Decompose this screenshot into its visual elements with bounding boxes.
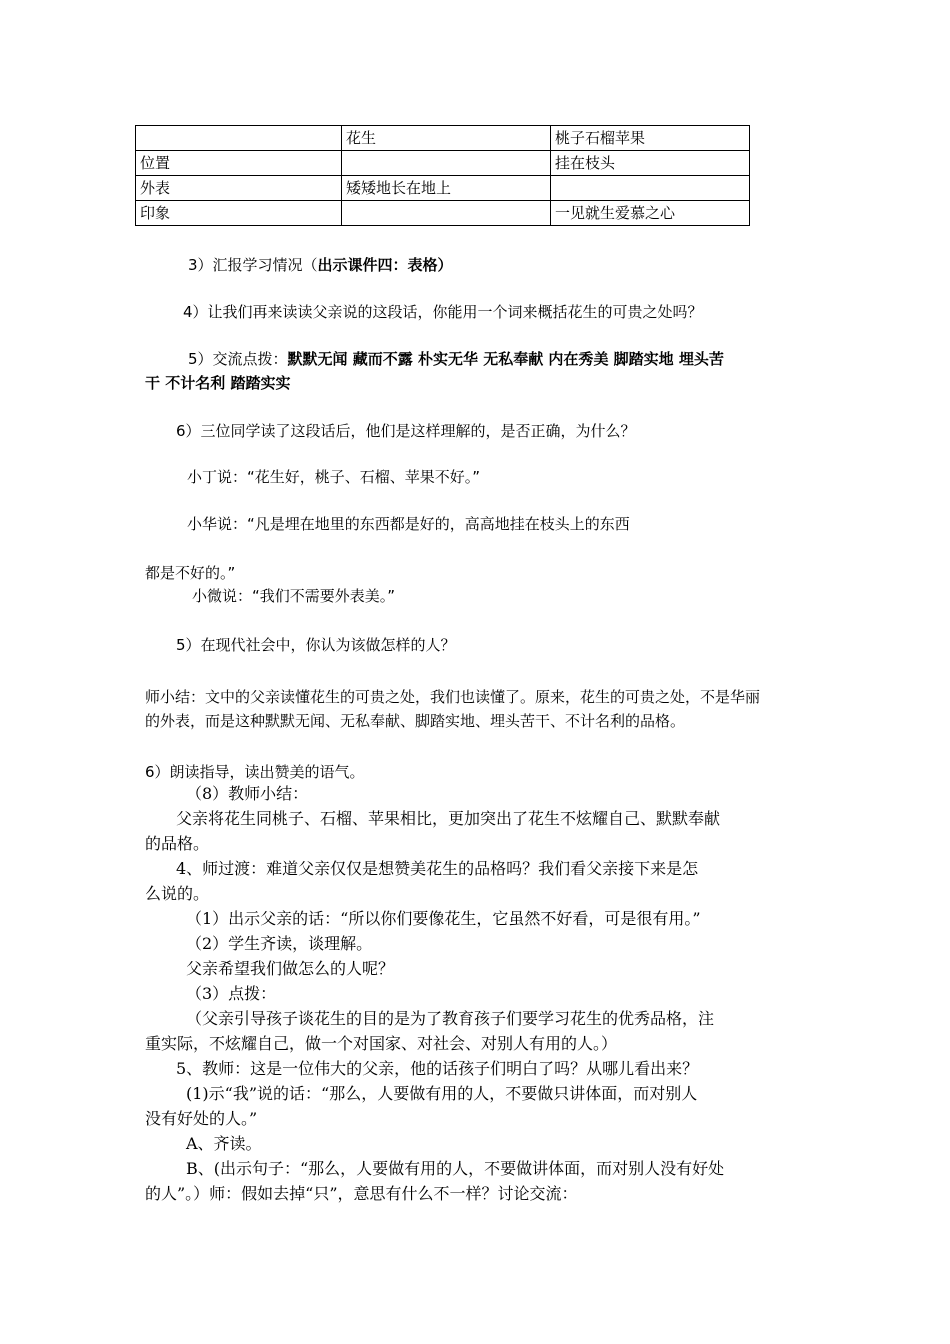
table-row xyxy=(136,176,750,201)
line-text: 3）汇报学习情况（ xyxy=(188,256,318,274)
table-cell: 矮矮地长在地上 xyxy=(342,176,551,201)
paragraph-line: A、齐读。 xyxy=(186,1134,262,1153)
paragraph-line: 的人”。）师：假如去掉“只”，意思有什么不一样？讨论交流： xyxy=(145,1184,578,1203)
table-cell: 桃子石榴苹果 xyxy=(551,126,750,151)
table-cell: 一见就生爱慕之心 xyxy=(551,201,750,226)
paragraph-line: （2）学生齐读，谈理解。 xyxy=(186,934,373,953)
table-cell: 印象 xyxy=(136,201,342,226)
paragraph-line: 6）三位同学读了这段话后，他们是这样理解的，是否正确，为什么？ xyxy=(176,422,636,440)
table-cell xyxy=(136,126,342,151)
paragraph-line: 父亲希望我们做怎么的人呢？ xyxy=(186,959,395,978)
table-cell: 挂在枝头 xyxy=(551,151,750,176)
paragraph-line: 小丁说：“花生好，桃子、石榴、苹果不好。” xyxy=(187,468,481,486)
table-cell: 花生 xyxy=(342,126,551,151)
paragraph-line xyxy=(188,254,453,276)
paragraph-line: 5、教师：这是一位伟大的父亲，他的话孩子们明白了吗？从哪儿看出来？ xyxy=(176,1059,699,1078)
paragraph-line xyxy=(188,348,724,370)
table-cell xyxy=(342,151,551,176)
paragraph-line: 小微说：“我们不需要外表美。” xyxy=(192,587,396,605)
paragraph-line: （父亲引导孩子谈花生的目的是为了教育孩子们要学习花生的优秀品格，注 xyxy=(186,1009,715,1028)
paragraph-line: （1）出示父亲的话：“所以你们要像花生，它虽然不好看，可是很有用。” xyxy=(186,909,701,928)
bold-text: 出示课件四：表格） xyxy=(317,256,453,274)
bold-text: 默默无闻 藏而不露 朴实无华 无私奉献 内在秀美 脚踏实地 埋头苦 xyxy=(287,350,724,368)
paragraph-line: 没有好处的人。” xyxy=(145,1109,258,1128)
paragraph-line: 干 不计名利 踏踏实实 xyxy=(145,374,291,392)
comparison-table xyxy=(135,125,750,226)
paragraph-line: 么说的。 xyxy=(145,884,210,903)
paragraph-line: 6）朗读指导，读出赞美的语气。 xyxy=(145,763,365,781)
paragraph-line: （8）教师小结： xyxy=(186,784,309,803)
paragraph-line: 父亲将花生同桃子、石榴、苹果相比，更加突出了花生不炫耀自己、默默奉献 xyxy=(176,809,721,828)
paragraph-line: 重实际，不炫耀自己，做一个对国家、对社会、对别人有用的人。） xyxy=(145,1034,618,1053)
line-text: 5）交流点拨： xyxy=(188,350,288,368)
table-cell: 位置 xyxy=(136,151,342,176)
paragraph-line: 小华说：“凡是埋在地里的东西都是好的，高高地挂在枝头上的东西 xyxy=(187,515,630,533)
paragraph-line: 的品格。 xyxy=(145,834,210,853)
paragraph-line: (1)示“我”说的话：“那么，人要做有用的人，不要做只讲体面，而对别人 xyxy=(186,1084,698,1103)
table-cell: 外表 xyxy=(136,176,342,201)
table-cell xyxy=(342,201,551,226)
paragraph-line: 都是不好的。” xyxy=(145,564,236,582)
paragraph-line: 5）在现代社会中，你认为该做怎样的人？ xyxy=(176,636,456,654)
paragraph-line: 的外表，而是这种默默无闻、无私奉献、脚踏实地、埋头苦干、不计名利的品格。 xyxy=(145,712,686,730)
paragraph-line: 师小结：文中的父亲读懂花生的可贵之处，我们也读懂了。原来，花生的可贵之处，不是华丽 xyxy=(145,688,761,706)
table-row xyxy=(136,151,750,176)
paragraph-line: 4）让我们再来读读父亲说的这段话，你能用一个词来概括花生的可贵之处吗？ xyxy=(183,303,703,321)
paragraph-line: B、(出示句子：“那么，人要做有用的人，不要做讲体面，而对别人没有好处 xyxy=(186,1159,725,1178)
table-row xyxy=(136,201,750,226)
table-row xyxy=(136,126,750,151)
paragraph-line: 4、师过渡：难道父亲仅仅是想赞美花生的品格吗？我们看父亲接下来是怎 xyxy=(176,859,699,878)
paragraph-line: （3）点拨： xyxy=(186,984,277,1003)
table-cell xyxy=(551,176,750,201)
